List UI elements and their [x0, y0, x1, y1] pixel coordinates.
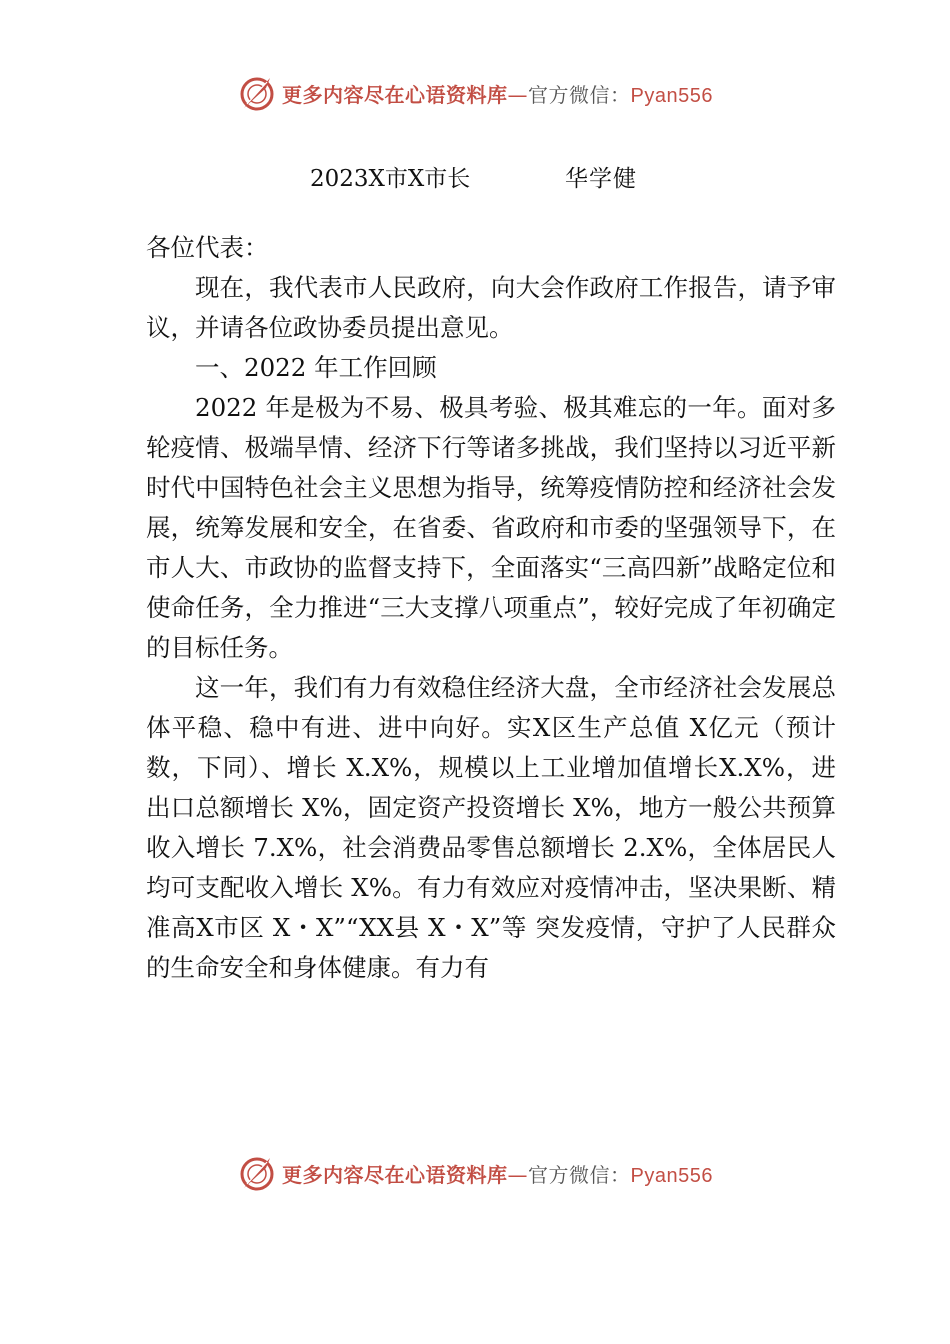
quill-circle-logo-icon [236, 72, 278, 114]
banner-wechat-id: Pyan556 [630, 1165, 713, 1187]
banner-dash: — [507, 83, 528, 107]
paragraph-review: 2022 年是极为不易、极具考验、极其难忘的一年。面对多轮疫情、极端旱情、经济下行等诸多挑战，我们坚持以习近平新时代中国特色社会主义思想为指导，统筹疫情防控和经济社会发展，统筹发展和安全，在省委、省政府和市委的坚强领导下，在市人大、市政协的监督支持下，全面落实“三高四新”战略定位和使命任务，全力推进“三大支撑八项重点”，较好完成了年初确定的目标任务。 [146, 393, 836, 662]
quill-circle-logo-icon [236, 1152, 278, 1194]
paragraph-economy: 这一年，我们有力有效稳住经济大盘，全市经济社会发展总体平稳、稳中有进、进中向好。实X区生产总值 X亿元（预计数，下同）、增长 X.X%，规模以上工业增加值增长X.X%，进出口总额增长 X%，固定资产投资增长 X%，地方一般公共预算收入增长 7.X%，社会消费品零售总额增长 2.X%，全体居民人均可支配收入增长 X%。有力有效应对疫情冲击，坚决果断、精准高X市区 X・X”“XX县 X・X”等 突发疫情，守护了人民群众的生命安全和身体健康。有力有 [146, 673, 836, 982]
paragraph-intro: 现在，我代表市人民政府，向大会作政府工作报告，请予审议，并请各位政协委员提出意见。 [146, 273, 836, 342]
title-author: 华学健 [565, 166, 637, 192]
banner-main-text: 更多内容尽在心语资料库 [282, 1163, 508, 1187]
banner-official-label: 官方微信： [528, 1163, 631, 1187]
banner-official-label: 官方微信： [528, 83, 631, 107]
banner-text [282, 79, 713, 108]
header-banner [0, 68, 950, 118]
salutation: 各位代表： [146, 233, 269, 262]
banner-main-text: 更多内容尽在心语资料库 [282, 83, 508, 107]
section-heading: 一、2022 年工作回顾 [195, 353, 437, 382]
banner-wechat-id: Pyan556 [630, 85, 713, 107]
title-main: 2023X市X市长 [310, 166, 471, 192]
document-title [0, 160, 950, 194]
footer-banner [0, 1148, 950, 1198]
document-body [146, 228, 836, 988]
banner-dash: — [507, 1163, 528, 1187]
banner-text [282, 1159, 713, 1188]
